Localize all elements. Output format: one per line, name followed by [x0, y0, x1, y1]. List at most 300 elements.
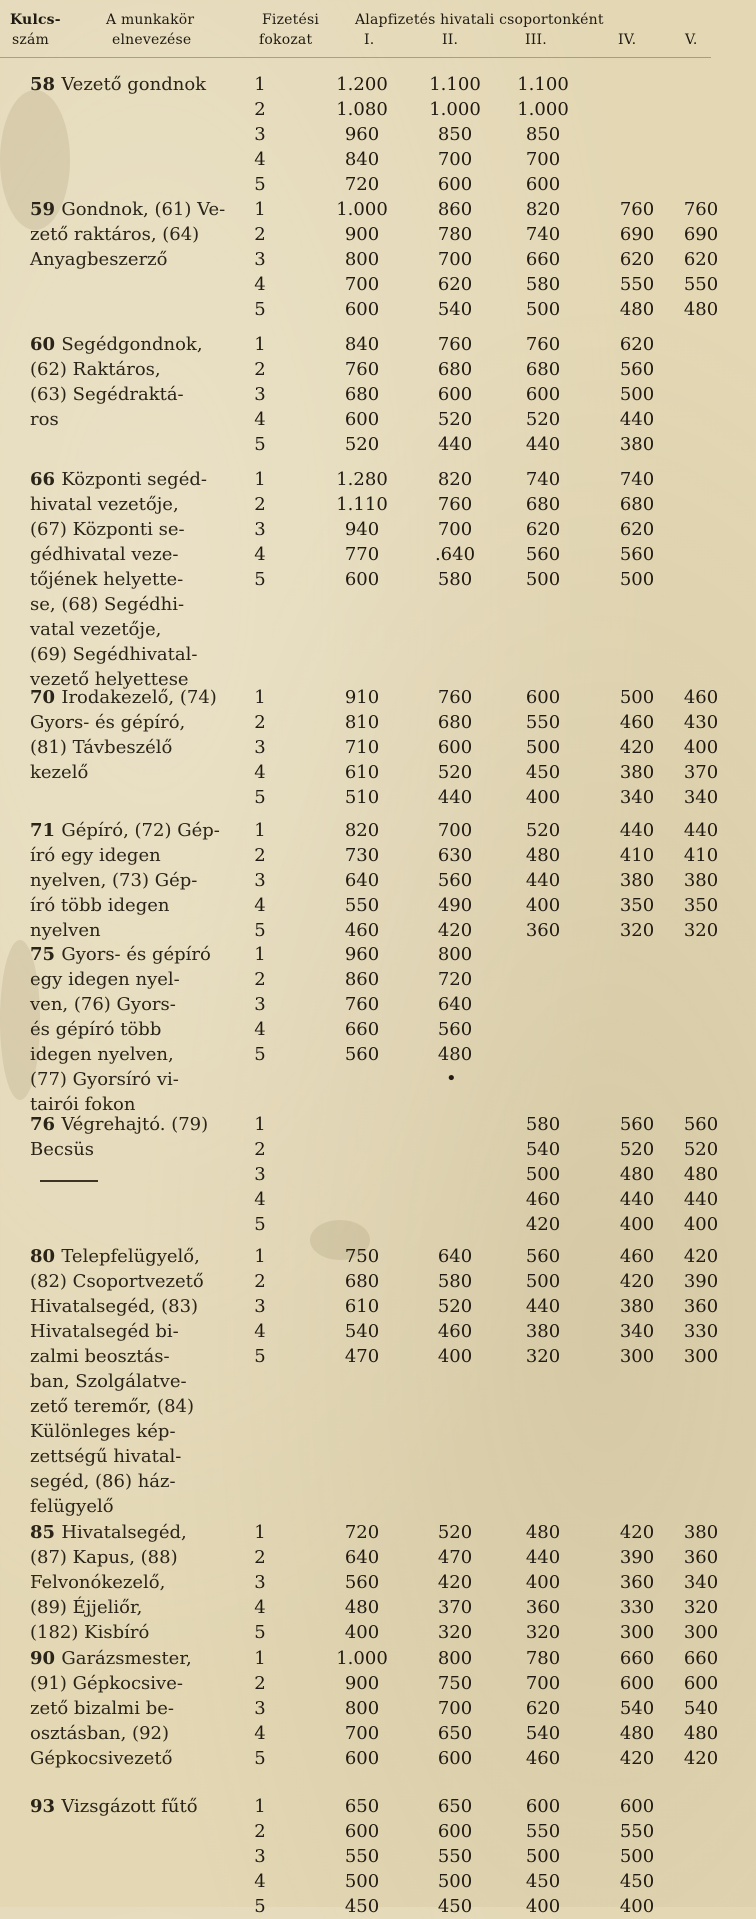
table-row [0, 1017, 711, 1042]
salary-cell-group-1: 960 [344, 944, 380, 965]
salary-cell-group-1: 660 [344, 1019, 380, 1040]
salary-cell-group-4: 550 [619, 274, 655, 295]
salary-cell-group-2: 650 [437, 1723, 473, 1744]
salary-cell-group-2: 700 [437, 1698, 473, 1719]
table-row [0, 147, 711, 172]
pay-grade-cell: 3 [254, 994, 266, 1015]
pay-grade-cell: 3 [254, 1698, 266, 1719]
salary-cell-group-2: 1.000 [429, 99, 481, 120]
pay-grade-cell: 1 [254, 1796, 266, 1817]
salary-cell-group-4: 380 [619, 434, 655, 455]
table-row [0, 382, 711, 407]
salary-cell-group-4: 420 [619, 1522, 655, 1543]
salary-cell-group-4: 560 [619, 359, 655, 380]
salary-cell-group-3: 620 [525, 519, 561, 540]
salary-cell-group-3: 580 [525, 1114, 561, 1135]
job-title-text: Vizsgázott fűtő [61, 1796, 198, 1817]
salary-cell-group-3: 820 [525, 199, 561, 220]
salary-cell-group-2: 460 [437, 1321, 473, 1342]
salary-cell-group-1: 640 [344, 1547, 380, 1568]
salary-cell-group-2: 520 [437, 1522, 473, 1543]
salary-cell-group-4: 410 [619, 845, 655, 866]
salary-cell-group-4: 620 [619, 249, 655, 270]
salary-cell-group-3: 400 [525, 1572, 561, 1593]
table-row [0, 1319, 719, 1344]
pay-grade-cell: 1 [254, 1246, 266, 1267]
salary-cell-group-2: 500 [437, 1871, 473, 1892]
salary-cell-group-1: 720 [344, 1522, 380, 1543]
salary-cell-group-4: 690 [619, 224, 655, 245]
table-row [0, 735, 719, 760]
salary-cell-group-5: 320 [683, 920, 719, 941]
pay-grade-cell: 2 [254, 969, 266, 990]
salary-cell-group-3: 600 [525, 384, 561, 405]
pay-grade-cell: 4 [254, 544, 266, 565]
job-description-line: zető bizalmi be- [30, 1698, 174, 1719]
table-row [0, 1844, 711, 1869]
table-row [0, 1620, 719, 1645]
salary-cell-group-2: 700 [437, 519, 473, 540]
salary-cell-group-2: 780 [437, 224, 473, 245]
key-number: 66 [30, 469, 62, 490]
salary-cell-group-3: 420 [525, 1214, 561, 1235]
salary-cell-group-1: 640 [344, 870, 380, 891]
table-row [0, 72, 711, 97]
salary-cell-group-4: 500 [619, 569, 655, 590]
salary-cell-group-1: 860 [344, 969, 380, 990]
roman-header-4: IV. [618, 32, 637, 48]
job-description-line: hivatal vezetője, [30, 494, 179, 515]
key-number: 71 [30, 820, 62, 841]
pay-grade-cell: 2 [254, 224, 266, 245]
job-title-text: Garázsmester, [61, 1648, 192, 1669]
job-description-line: osztásban, (92) [30, 1723, 169, 1744]
salary-cell-group-4: 340 [619, 787, 655, 808]
pay-grade-cell: 5 [254, 434, 266, 455]
salary-cell-group-2: 800 [437, 1648, 473, 1669]
pay-grade-cell: 2 [254, 1139, 266, 1160]
salary-cell-group-1: 700 [344, 274, 380, 295]
salary-cell-group-5: 460 [683, 687, 719, 708]
job-description-line: Különleges kép- [30, 1421, 176, 1442]
stray-dot: • [446, 1068, 457, 1089]
pay-grade-cell: 5 [254, 787, 266, 808]
salary-cell-group-3: 450 [525, 1871, 561, 1892]
salary-cell-group-2: 420 [437, 920, 473, 941]
salary-cell-group-2: 600 [437, 737, 473, 758]
salary-cell-group-3: 620 [525, 1698, 561, 1719]
salary-cell-group-2: 700 [437, 249, 473, 270]
job-title-text: Gyors- és gépíró [61, 944, 211, 965]
salary-cell-group-1: 600 [344, 1821, 380, 1842]
job-description-line: Anyagbeszerző [30, 249, 168, 270]
salary-cell-group-5: 390 [683, 1271, 719, 1292]
salary-cell-group-3: 520 [525, 820, 561, 841]
job-title-text: Gépíró, (72) Gép- [61, 820, 220, 841]
table-row [0, 1570, 719, 1595]
salary-cell-group-5: 320 [683, 1597, 719, 1618]
job-description-line: se, (68) Segédhi- [30, 594, 185, 615]
salary-cell-group-5: 480 [683, 1164, 719, 1185]
pay-grade-cell: 5 [254, 1044, 266, 1065]
pay-grade-cell: 1 [254, 1648, 266, 1669]
table-row [0, 1671, 719, 1696]
salary-cell-group-4: 520 [619, 1139, 655, 1160]
salary-cell-group-1: 1.000 [336, 199, 388, 220]
salary-cell-group-5: 430 [683, 712, 719, 733]
salary-cell-group-4: 450 [619, 1871, 655, 1892]
table-row [0, 97, 711, 122]
salary-cell-group-3: 460 [525, 1189, 561, 1210]
salary-cell-group-1: 800 [344, 1698, 380, 1719]
table-row [0, 843, 719, 868]
salary-cell-group-3: 740 [525, 469, 561, 490]
pay-grade-cell: 1 [254, 1522, 266, 1543]
salary-cell-group-2: 640 [437, 994, 473, 1015]
pay-grade-cell: 5 [254, 174, 266, 195]
salary-cell-group-4: 500 [619, 1846, 655, 1867]
table-row [0, 1520, 719, 1545]
salary-cell-group-4: 340 [619, 1321, 655, 1342]
table-row [0, 1894, 711, 1919]
salary-cell-group-1: 680 [344, 1271, 380, 1292]
salary-cell-group-2: 600 [437, 1748, 473, 1769]
salary-cell-group-4: 380 [619, 1296, 655, 1317]
salary-cell-group-1: 840 [344, 149, 380, 170]
table-row [0, 1137, 719, 1162]
salary-cell-group-2: 640 [437, 1246, 473, 1267]
table-row [0, 1545, 719, 1570]
table-row [0, 1187, 719, 1212]
salary-cell-group-3: 680 [525, 359, 561, 380]
salary-cell-group-2: 520 [437, 409, 473, 430]
salary-cell-group-2: 760 [437, 494, 473, 515]
table-row [0, 297, 719, 322]
job-description-line: egy idegen nyel- [30, 969, 180, 990]
job-description-line: zalmi beosztás- [30, 1346, 170, 1367]
salary-cell-group-3: 360 [525, 920, 561, 941]
salary-cell-group-3: 440 [525, 1547, 561, 1568]
salary-cell-group-2: 700 [437, 820, 473, 841]
salary-cell-group-1: 600 [344, 569, 380, 590]
table-row [0, 818, 719, 843]
salary-cell-group-3: 400 [525, 787, 561, 808]
salary-cell-group-4: 550 [619, 1821, 655, 1842]
salary-cell-group-3: 700 [525, 1673, 561, 1694]
key-number: 93 [30, 1796, 62, 1817]
salary-cell-group-1: 600 [344, 409, 380, 430]
job-description-line: (182) Kisbíró [30, 1622, 150, 1643]
salary-cell-group-2: 490 [437, 895, 473, 916]
pay-grade-cell: 2 [254, 1271, 266, 1292]
salary-cell-group-5: 600 [683, 1673, 719, 1694]
salary-cell-group-1: 520 [344, 434, 380, 455]
table-row [0, 492, 711, 517]
salary-cell-group-1: 760 [344, 359, 380, 380]
pay-grade-cell: 4 [254, 1189, 266, 1210]
salary-cell-group-5: 350 [683, 895, 719, 916]
key-col-header-1: Kulcs- [10, 12, 61, 28]
pay-grade-cell: 2 [254, 359, 266, 380]
pay-grade-cell: 4 [254, 762, 266, 783]
salary-cell-group-3: 780 [525, 1648, 561, 1669]
salary-cell-group-3: 500 [525, 1846, 561, 1867]
job-description-line: ban, Szolgálatve- [30, 1371, 187, 1392]
salary-cell-group-5: 420 [683, 1246, 719, 1267]
job-description-line: zettségű hivatal- [30, 1446, 182, 1467]
salary-cell-group-4: 560 [619, 1114, 655, 1135]
key-number: 76 [30, 1114, 62, 1135]
table-row [0, 172, 711, 197]
salary-cell-group-2: 630 [437, 845, 473, 866]
salary-cell-group-5: 380 [683, 870, 719, 891]
salary-cell-group-3: 460 [525, 1748, 561, 1769]
table-row [0, 1595, 719, 1620]
pay-grade-cell: 1 [254, 1114, 266, 1135]
pay-grade-cell: 3 [254, 870, 266, 891]
table-row [0, 893, 719, 918]
job-description-line: gédhivatal veze- [30, 544, 179, 565]
salary-cell-group-5: 440 [683, 1189, 719, 1210]
salary-cell-group-3: 560 [525, 544, 561, 565]
salary-cell-group-4: 420 [619, 737, 655, 758]
pay-grade-cell: 3 [254, 1296, 266, 1317]
pay-grade-cell: 4 [254, 1723, 266, 1744]
job-title-text: Gondnok, (61) Ve- [61, 199, 226, 220]
job-description-line: vatal vezetője, [30, 619, 162, 640]
job-description-line: Felvonókezelő, [30, 1572, 166, 1593]
pay-grade-cell: 3 [254, 1164, 266, 1185]
salary-cell-group-3: 500 [525, 299, 561, 320]
job-col-header-2: elnevezése [112, 32, 192, 48]
job-description-line: író egy idegen [30, 845, 161, 866]
salary-cell-group-3: 540 [525, 1723, 561, 1744]
salary-cell-group-2: 620 [437, 274, 473, 295]
table-row [0, 760, 719, 785]
salary-cell-group-4: 480 [619, 1723, 655, 1744]
salary-cell-group-5: 420 [683, 1748, 719, 1769]
salary-cell-group-4: 460 [619, 1246, 655, 1267]
salary-cell-group-1: 730 [344, 845, 380, 866]
pay-grade-cell: 3 [254, 737, 266, 758]
table-row [0, 272, 719, 297]
pay-grade-cell: 1 [254, 687, 266, 708]
salary-cell-group-1: 560 [344, 1044, 380, 1065]
salary-cell-group-3: 740 [525, 224, 561, 245]
job-description-line: vezető helyettese [30, 669, 189, 690]
salary-cell-group-5: 340 [683, 787, 719, 808]
salary-cell-group-3: 320 [525, 1346, 561, 1367]
table-row [0, 1212, 719, 1237]
salary-cell-group-1: 840 [344, 334, 380, 355]
header-rule [0, 57, 711, 58]
salary-cell-group-4: 380 [619, 762, 655, 783]
job-description-line: ros [30, 409, 59, 430]
job-description-line: Gépkocsivezető [30, 1748, 173, 1769]
job-title-text: Irodakezelő, (74) [61, 687, 217, 708]
key-number: 85 [30, 1522, 62, 1543]
pay-col-header-2: fokozat [259, 32, 313, 48]
pay-grade-cell: 2 [254, 712, 266, 733]
salary-cell-group-3: 500 [525, 737, 561, 758]
table-row [0, 1794, 711, 1819]
salary-cell-group-1: 720 [344, 174, 380, 195]
pay-grade-cell: 3 [254, 519, 266, 540]
pay-grade-cell: 2 [254, 1821, 266, 1842]
job-title-text: Végrehajtó. (79) [61, 1114, 209, 1135]
pay-grade-cell: 4 [254, 1597, 266, 1618]
pay-grade-cell: 2 [254, 99, 266, 120]
roman-header-2: II. [442, 32, 459, 48]
salary-cell-group-3: 700 [525, 149, 561, 170]
salary-cell-group-3: 500 [525, 1271, 561, 1292]
pay-grade-cell: 5 [254, 1346, 266, 1367]
job-description-line: (91) Gépkocsive- [30, 1673, 183, 1694]
salary-cell-group-5: 300 [683, 1622, 719, 1643]
job-description-line: ven, (76) Gyors- [30, 994, 176, 1015]
salary-cell-group-4: 440 [619, 1189, 655, 1210]
job-description-line: író több idegen [30, 895, 170, 916]
salary-cell-group-3: 500 [525, 569, 561, 590]
table-row [0, 1162, 719, 1187]
salary-cell-group-2: 750 [437, 1673, 473, 1694]
salary-cell-group-2: 650 [437, 1796, 473, 1817]
salary-cell-group-3: 600 [525, 687, 561, 708]
pay-grade-cell: 1 [254, 334, 266, 355]
salary-cell-group-3: 680 [525, 494, 561, 515]
salary-cell-group-4: 760 [619, 199, 655, 220]
key-number: 59 [30, 199, 62, 220]
table-row [0, 1646, 719, 1671]
salary-cell-group-4: 480 [619, 299, 655, 320]
salary-cell-group-2: 680 [437, 712, 473, 733]
salary-cell-group-3: 580 [525, 274, 561, 295]
salary-cell-group-4: 560 [619, 544, 655, 565]
salary-cell-group-2: 550 [437, 1846, 473, 1867]
job-col-header-1: A munkakör [106, 12, 195, 28]
salary-cell-group-2: 540 [437, 299, 473, 320]
salary-cell-group-5: 560 [683, 1114, 719, 1135]
table-row [0, 942, 711, 967]
job-description-line: Hivatalsegéd bi- [30, 1321, 179, 1342]
pay-grade-cell: 2 [254, 1673, 266, 1694]
job-description-line: Becsüs [30, 1139, 95, 1160]
salary-cell-group-2: 600 [437, 174, 473, 195]
pay-grade-cell: 4 [254, 1019, 266, 1040]
table-row [0, 122, 711, 147]
salary-cell-group-4: 360 [619, 1572, 655, 1593]
job-title-text: Segédgondnok, [61, 334, 203, 355]
job-description-line: Gyors- és gépíró, [30, 712, 186, 733]
pay-grade-cell: 4 [254, 409, 266, 430]
pay-grade-cell: 5 [254, 569, 266, 590]
table-row [0, 247, 719, 272]
salary-cell-group-5: 660 [683, 1648, 719, 1669]
salary-cell-group-1: 900 [344, 224, 380, 245]
salary-cell-group-5: 480 [683, 299, 719, 320]
salary-cell-group-5: 760 [683, 199, 719, 220]
table-row [0, 357, 711, 382]
salary-cell-group-3: 380 [525, 1321, 561, 1342]
salary-cell-group-1: 900 [344, 1673, 380, 1694]
salary-cell-group-3: 600 [525, 174, 561, 195]
salary-cell-group-1: 600 [344, 299, 380, 320]
pay-grade-cell: 4 [254, 1321, 266, 1342]
table-row [0, 1244, 719, 1269]
job-description-line: felügyelő [30, 1496, 114, 1517]
group-title: Alapfizetés hivatali csoportonként [355, 12, 604, 28]
salary-cell-group-3: 540 [525, 1139, 561, 1160]
salary-cell-group-4: 420 [619, 1271, 655, 1292]
salary-cell-group-2: 520 [437, 1296, 473, 1317]
table-row [0, 1294, 719, 1319]
salary-cell-group-1: 1.080 [336, 99, 388, 120]
salary-cell-group-5: 300 [683, 1346, 719, 1367]
salary-cell-group-3: 1.000 [517, 99, 569, 120]
job-description-line: és gépíró több [30, 1019, 162, 1040]
salary-cell-group-4: 330 [619, 1597, 655, 1618]
roman-header-1: I. [364, 32, 375, 48]
salary-cell-group-5: 400 [683, 1214, 719, 1235]
pay-grade-cell: 1 [254, 944, 266, 965]
salary-cell-group-4: 440 [619, 409, 655, 430]
table-row [0, 685, 719, 710]
salary-cell-group-5: 400 [683, 737, 719, 758]
salary-cell-group-2: 700 [437, 149, 473, 170]
pay-grade-cell: 3 [254, 1846, 266, 1867]
pay-grade-cell: 5 [254, 1748, 266, 1769]
salary-cell-group-4: 500 [619, 687, 655, 708]
salary-cell-group-1: 770 [344, 544, 380, 565]
salary-cell-group-5: 480 [683, 1723, 719, 1744]
salary-cell-group-5: 620 [683, 249, 719, 270]
salary-cell-group-4: 350 [619, 895, 655, 916]
salary-cell-group-2: 860 [437, 199, 473, 220]
salary-cell-group-1: 480 [344, 1597, 380, 1618]
salary-cell-group-2: 1.100 [429, 74, 481, 95]
salary-cell-group-4: 380 [619, 870, 655, 891]
pay-col-header-1: Fizetési [262, 12, 320, 28]
pay-grade-cell: 3 [254, 1572, 266, 1593]
job-title-text: Vezető gondnok [61, 74, 207, 95]
salary-cell-group-1: 1.000 [336, 1648, 388, 1669]
salary-cell-group-1: 800 [344, 249, 380, 270]
salary-cell-group-3: 1.100 [517, 74, 569, 95]
salary-cell-group-1: 540 [344, 1321, 380, 1342]
job-title-text: Hivatalsegéd, [61, 1522, 187, 1543]
salary-cell-group-4: 420 [619, 1748, 655, 1769]
salary-cell-group-2: 470 [437, 1547, 473, 1568]
table-row [0, 967, 711, 992]
pay-grade-cell: 3 [254, 384, 266, 405]
salary-cell-group-4: 300 [619, 1346, 655, 1367]
salary-cell-group-5: 550 [683, 274, 719, 295]
salary-cell-group-3: 480 [525, 1522, 561, 1543]
job-description-line: (62) Raktáros, [30, 359, 161, 380]
salary-cell-group-4: 320 [619, 920, 655, 941]
salary-cell-group-4: 540 [619, 1698, 655, 1719]
salary-cell-group-1: 710 [344, 737, 380, 758]
key-number: 90 [30, 1648, 62, 1669]
pay-grade-cell: 1 [254, 74, 266, 95]
salary-cell-group-2: 480 [437, 1044, 473, 1065]
salary-cell-group-1: 820 [344, 820, 380, 841]
salary-cell-group-1: 500 [344, 1871, 380, 1892]
pay-grade-cell: 1 [254, 820, 266, 841]
job-description-line: (63) Segédraktá- [30, 384, 184, 405]
salary-cell-group-4: 600 [619, 1796, 655, 1817]
salary-cell-group-1: 510 [344, 787, 380, 808]
